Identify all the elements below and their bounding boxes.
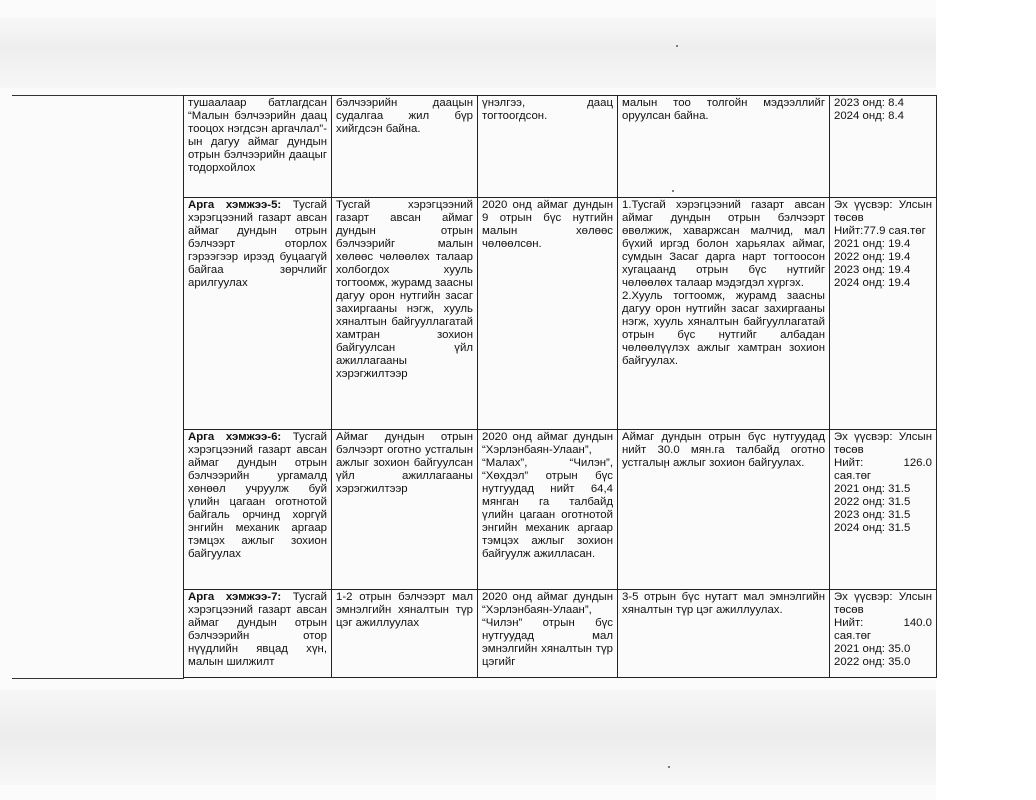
table-left-extension-top xyxy=(12,95,184,96)
target-cell xyxy=(618,590,830,678)
activity-text: 1-2 отрын бэлчээрт мал эмнэлгийн хяналтын түр цэг ажиллуулах xyxy=(336,591,473,629)
scan-edge-right xyxy=(936,0,1036,800)
target-text: Аймаг дундын отрын бүс нутгуудад нийт 30.0 мян.га талбайд оготно устгалын ажлыг зохион байгуулах. xyxy=(622,431,825,469)
activity-cell xyxy=(332,198,478,430)
activity-cell xyxy=(332,590,478,678)
budget-cell xyxy=(830,96,937,198)
measure-cell xyxy=(184,430,332,590)
measure-cell xyxy=(184,96,332,198)
measure-label: Арга хэмжээ-6: xyxy=(188,431,282,443)
measure-cell xyxy=(184,198,332,430)
target-text: 3-5 отрын бүс нутагт мал эмнэлгийн хяналтын түр цэг ажиллуулах. xyxy=(622,591,825,616)
scan-speck xyxy=(668,766,670,768)
activity-cell xyxy=(332,430,478,590)
budget-cell xyxy=(830,430,937,590)
baseline-text: үнэлгээ, даац тогтоогдсон. xyxy=(482,97,613,122)
scan-shadow-bottom xyxy=(0,690,1036,785)
budget-text: Эх үүсвэр: Улсын төсөв Нийт: 140.0 сая.төг 2021 онд: 35.0 2022 онд: 35.0 xyxy=(834,591,932,668)
budget-text: Эх үүсвэр: Улсын төсөв Нийт: 126.0 сая.төг 2021 онд: 31.5 2022 онд: 31.5 2023 онд: 31.5 2024 онд: 31.5 xyxy=(834,431,932,534)
table-row xyxy=(184,198,937,430)
activity-text: Тусгай хэрэгцээний газарт авсан аймаг дундын отрын бэлчээрийг малын хөлөөс чөлөөлөх талаар холбогдох хууль тогтоомж, журамд заасны дагуу орон нутгийн засаг захиргааны нэгж, хууль хяналтын байгууллагатай хамтран зохион байгуулсан үйл ажиллагааны хэрэгжилтээр xyxy=(336,199,473,380)
scan-shadow-top xyxy=(0,18,1036,88)
table-row xyxy=(184,430,937,590)
budget-text: Эх үүсвэр: Улсын төсөв Нийт:77.9 сая.төг 2021 онд: 19.4 2022 онд: 19.4 2023 онд: 19.4 2024 онд: 19.4 xyxy=(834,199,932,289)
measure-text: Тусгай хэрэгцээний газарт авсан аймаг дундын отрын бэлчээрийн отор нүүдлийн явцад хүн, малын шилжилт xyxy=(188,591,327,668)
activity-cell xyxy=(332,96,478,198)
activity-text: Аймаг дундын отрын бэлчээрт оготно устгалын ажлыг зохион байгуулсан үйл ажиллагааны хэрэгжилтээр xyxy=(336,431,473,495)
measure-cell xyxy=(184,590,332,678)
budget-cell xyxy=(830,198,937,430)
activity-text: бэлчээрийн даацын судалгаа жил бүр хийгдсэн байна. xyxy=(336,97,473,135)
budget-cell xyxy=(830,590,937,678)
target-cell xyxy=(618,430,830,590)
scan-speck xyxy=(676,45,678,47)
baseline-text: 2020 онд аймаг дундын “Хэрлэнбаян-Улаан”, “Чилэн” отрын бүс нутгуудад мал эмнэлгийн хяналтын түр цэгийг xyxy=(482,591,613,668)
baseline-text: 2020 онд аймаг дундын 9 отрын бүс нутгийн малын хөлөөс чөлөөлсөн. xyxy=(482,199,613,250)
budget-text: 2023 онд: 8.4 2024 онд: 8.4 xyxy=(834,97,904,122)
table-left-extension-bottom xyxy=(12,678,184,679)
measure-text: Тусгай хэрэгцээний газарт авсан аймаг дундын отрын бэлчээрийн ургамалд хөнөөл учруулж буй үлийн цагаан оготнотой байгаль орчинд хоргүй энгийн механик аргаар тэмцэх ажлыг зохион байгуулах xyxy=(188,431,327,560)
baseline-cell xyxy=(478,590,618,678)
baseline-cell xyxy=(478,430,618,590)
measure-text: тушаалаар батлагдсан “Малын бэлчээрийн даац тооцох нэгдсэн аргачлал”-ын дагуу аймаг дундын отрын бэлчээрийн даацыг тодорхойлох xyxy=(188,97,327,174)
baseline-cell xyxy=(478,96,618,198)
target-text: малын тоо толгойн мэдээллийг оруулсан байна. xyxy=(622,97,825,122)
table-row xyxy=(184,96,937,198)
target-text: 1.Тусгай хэрэгцээний газарт авсан аймаг дундын отрын бэлчээрт өвөлжиж, хаваржсан малчид, мал бүхий иргэд болон харьялах аймаг, сумдын Засаг дарга нарт тогтоосон хугацаанд отрын бүс нутгийг чөлөөлөх талаар мэдэгдэл хүргэх. 2.Хууль тогтоомж, журамд заасны дагуу орон нутгийн засаг захиргааны нэгж, хууль хяналтын байгууллагатай отрын бүс нутгийг албадан чөлөөлүүлэх ажлыг хамтран зохион байгуулах. xyxy=(622,199,825,367)
measure-label: Арга хэмжээ-7: xyxy=(188,591,282,603)
action-plan-table xyxy=(183,95,937,678)
baseline-text: 2020 онд аймаг дундын “Хэрлэнбаян-Улаан”, “Малах”, “Чилэн”, “Хөхдэл” отрын бүс нутгуудад нийт 64,4 мянган га талбайд үлийн цагаан оготнотой энгийн механик аргаар тэмцэх ажлыг зохион байгуулж ажилласан. xyxy=(482,431,613,560)
measure-label: Арга хэмжээ-5: xyxy=(188,199,282,211)
table-row xyxy=(184,590,937,678)
measure-text: Тусгай хэрэгцээний газарт авсан аймаг дундын отрын бэлчээрт оторлох гэрээгээр ирээд буцаагүй байгаа зөрчлийг арилгуулах xyxy=(188,199,327,289)
target-cell xyxy=(618,198,830,430)
target-cell xyxy=(618,96,830,198)
baseline-cell xyxy=(478,198,618,430)
